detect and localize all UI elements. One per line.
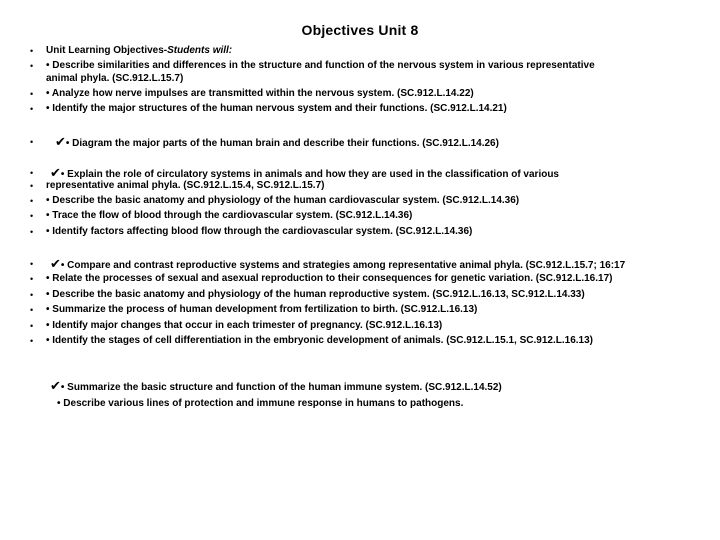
check-icon: ✔ [55,134,66,149]
bullet: • [30,227,34,237]
bullet: • [30,196,34,206]
bullet: • [30,274,34,284]
objective-text: ✔• Explain the role of circulatory systems in animals and how they are used in the classification of various [50,165,559,180]
bullet: • [30,321,34,331]
check-icon: ✔ [50,165,61,180]
objective-text: • Relate the processes of sexual and asexual reproduction to their consequences for genetic variation. (SC.912.L.16.17) [46,273,613,284]
objective-text: • Describe the basic anatomy and physiology of the human reproductive system. (SC.912.L.16.13, SC.912.L.14.33) [46,289,585,300]
objective-text: ✔• Diagram the major parts of the human brain and describe their functions. (SC.912.L.14.26) [55,134,499,149]
objective-text: ✔• Compare and contrast reproductive systems and strategies among representative animal phyla. (SC.912.L.15.7; 16:17 [50,256,626,271]
bullet: • [30,61,34,71]
bullet: • [30,89,34,99]
bullet: • [30,137,34,147]
objective-text: animal phyla. (SC.912.L.15.7) [46,73,184,84]
objective-text: • Identify factors affecting blood flow through the cardiovascular system. (SC.912.L.14.36) [46,226,473,237]
bullet: • [30,46,34,56]
section-heading: Unit Learning Objectives-Students will: [46,45,233,56]
check-icon: ✔ [50,256,61,271]
objective-text: • Trace the flow of blood through the cardiovascular system. (SC.912.L.14.36) [46,210,413,221]
bullet: • [30,168,34,178]
bullet: • [30,336,34,346]
objective-text: • Describe various lines of protection and immune response in humans to pathogens. [57,398,464,409]
bullet: • [30,259,34,269]
objective-text: ✔• Summarize the basic structure and function of the human immune system. (SC.912.L.14.52) [50,378,502,393]
objective-text: • Analyze how nerve impulses are transmitted within the nervous system. (SC.912.L.14.22) [46,88,474,99]
bullet: • [30,104,34,114]
bullet: • [30,211,34,221]
objective-text: • Identify major changes that occur in each trimester of pregnancy. (SC.912.L.16.13) [46,320,443,331]
bullet: • [30,290,34,300]
objective-text: • Identify the major structures of the human nervous system and their functions. (SC.912.L.14.21) [46,103,507,114]
objective-text: • Summarize the process of human development from fertilization to birth. (SC.912.L.16.13) [46,304,478,315]
bullet: • [30,305,34,315]
objective-text: • Identify the stages of cell differentiation in the embryonic development of animals. (SC.912.L.15.1, SC.912.L.16.13) [46,335,593,346]
objective-text: • Describe similarities and differences in the structure and function of the nervous system in various representative [46,60,595,71]
objective-text: • Describe the basic anatomy and physiology of the human cardiovascular system. (SC.912.L.14.36) [46,195,520,206]
check-icon: ✔ [50,378,61,393]
bullet: • [30,181,34,191]
objective-text: representative animal phyla. (SC.912.L.15.4, SC.912.L.15.7) [46,180,325,191]
page-title: Objectives Unit 8 [301,22,419,38]
